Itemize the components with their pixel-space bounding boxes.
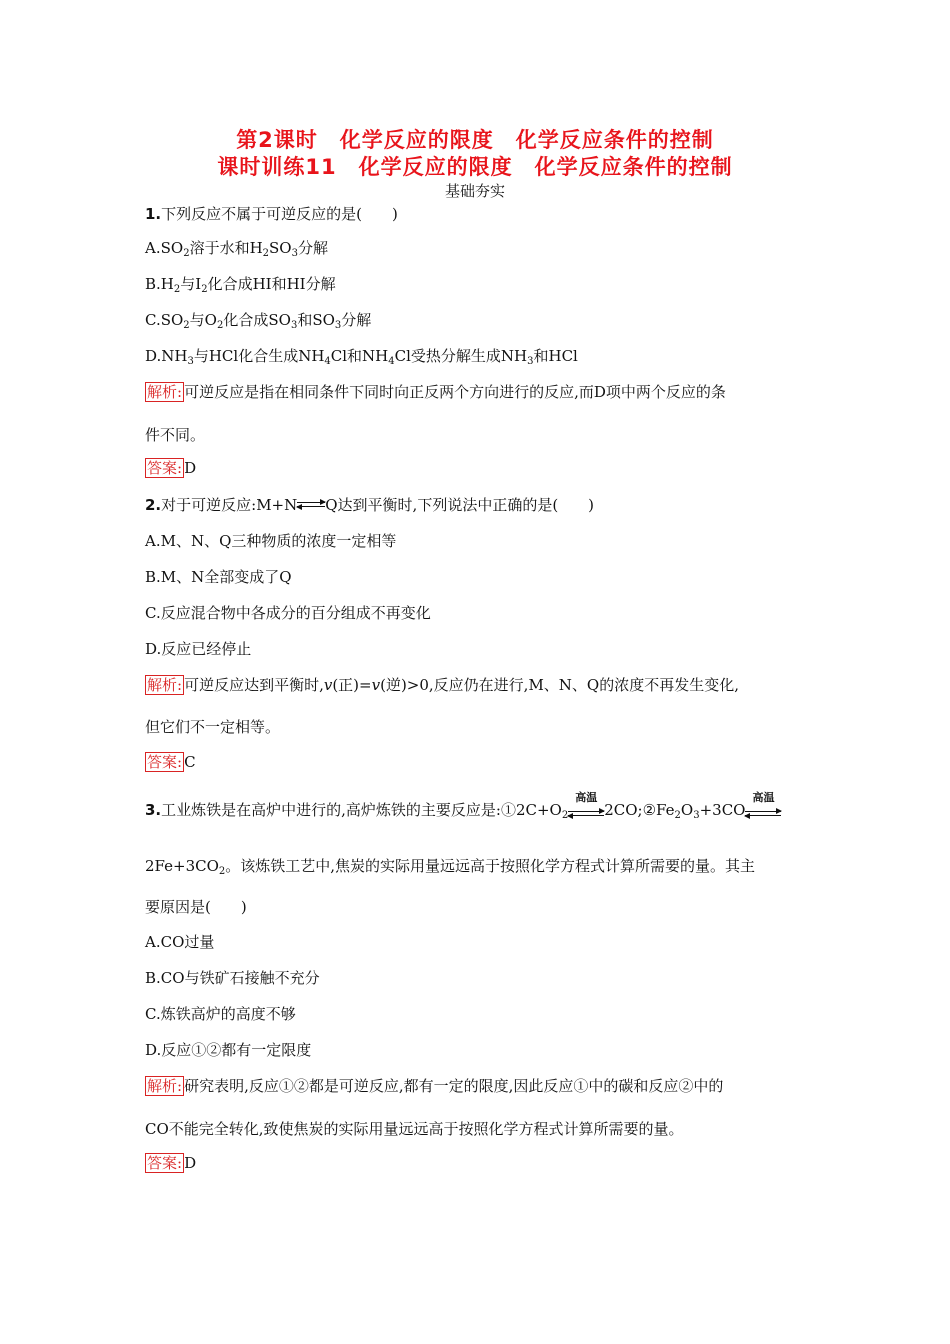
question-3-option-c: C.炼铁高炉的高度不够 [145,1005,296,1023]
question-2-option-c: C.反应混合物中各成分的百分组成不再变化 [145,604,431,622]
question-3-analysis: 解析: 研究表明,反应①②都是可逆反应,都有一定的限度,因此反应①中的碳和反应②中的 [147,1077,724,1095]
question-number: 2. [145,496,162,514]
answer-tag: 答案: [147,459,183,477]
question-3-analysis-cont: CO不能完全转化,致使焦炭的实际用量远远高于按照化学方程式计算所需要的量。 [145,1120,684,1138]
reversible-arrow-icon [297,500,325,512]
question-2-analysis: 解析: 可逆反应达到平衡时,v(正)=v(逆)>0,反应仍在进行,M、N、Q的浓度不再发生变化, [147,676,739,694]
analysis-tag: 解析: [147,676,183,694]
question-1-analysis-cont: 件不同。 [145,426,206,444]
question-2-stem: 2.对于可逆反应:M+N Q达到平衡时,下列说法中正确的是( ) [145,496,595,514]
question-2-answer: 答案: C [147,753,196,771]
question-1-option-d: $D.NH_3$与HCl化合生成$NH_4Cl$和$NH_4Cl$受热分解生成$NH_3$和HCl [145,347,578,367]
question-2-option-b: B.M、N全部变成了Q [145,568,292,586]
answer-tag: 答案: [147,1154,183,1172]
question-3-option-a: A.CO过量 [145,933,215,951]
section-heading: 基础夯实 [444,182,505,200]
question-1-stem: 1.下列反应不属于可逆反应的是( ) [145,205,398,223]
question-3-stem: 3.工业炼铁是在高炉中进行的,高炉炼铁的主要反应是$:①2C+O_2$ 高温 $2CO;②Fe_2O_3+3CO$ 高温 [145,800,781,820]
question-2-analysis-cont: 但它们不一定相等。 [145,718,281,736]
analysis-tag: 解析: [147,1077,183,1095]
page-title: 第2课时 化学反应的限度 化学反应条件的控制 [236,128,714,152]
question-3-stem-cont: $2Fe+3CO_2$。该炼铁工艺中,焦炭的实际用量远远高于按照化学方程式计算所需要的量。其主 [145,857,756,877]
question-1-option-b: $B.H_2$与$I_2$化合成HI和HI分解 [145,275,336,295]
question-number: 1. [145,205,162,223]
analysis-tag: 解析: [147,383,183,401]
question-3-option-b: B.CO与铁矿石接触不充分 [145,969,320,987]
reversible-arrow-high-temp-icon: 高温 [745,804,781,818]
question-3-stem-end: 要原因是( ) [145,898,247,916]
question-1-option-a: $A.SO_2$溶于水和$H_2SO_3$分解 [145,239,328,259]
question-3-option-d: D.反应①②都有一定限度 [145,1041,312,1059]
question-number: 3. [145,801,162,819]
question-3-answer: 答案: D [147,1154,197,1172]
question-1-option-c: $C.SO_2$与$O_2$化合成$SO_3$和$SO_3$分解 [145,311,372,331]
answer-tag: 答案: [147,753,183,771]
question-1-analysis: 解析: 可逆反应是指在相同条件下同时向正反两个方向进行的反应,而D项中两个反应的条 [147,383,726,401]
question-2-option-a: A.M、N、Q三种物质的浓度一定相等 [145,532,397,550]
page-subtitle-title: 课时训练11 化学反应的限度 化学反应条件的控制 [217,155,733,179]
reversible-arrow-high-temp-icon: 高温 [568,804,604,818]
question-1-answer: 答案: D [147,459,197,477]
question-2-option-d: D.反应已经停止 [145,640,252,658]
